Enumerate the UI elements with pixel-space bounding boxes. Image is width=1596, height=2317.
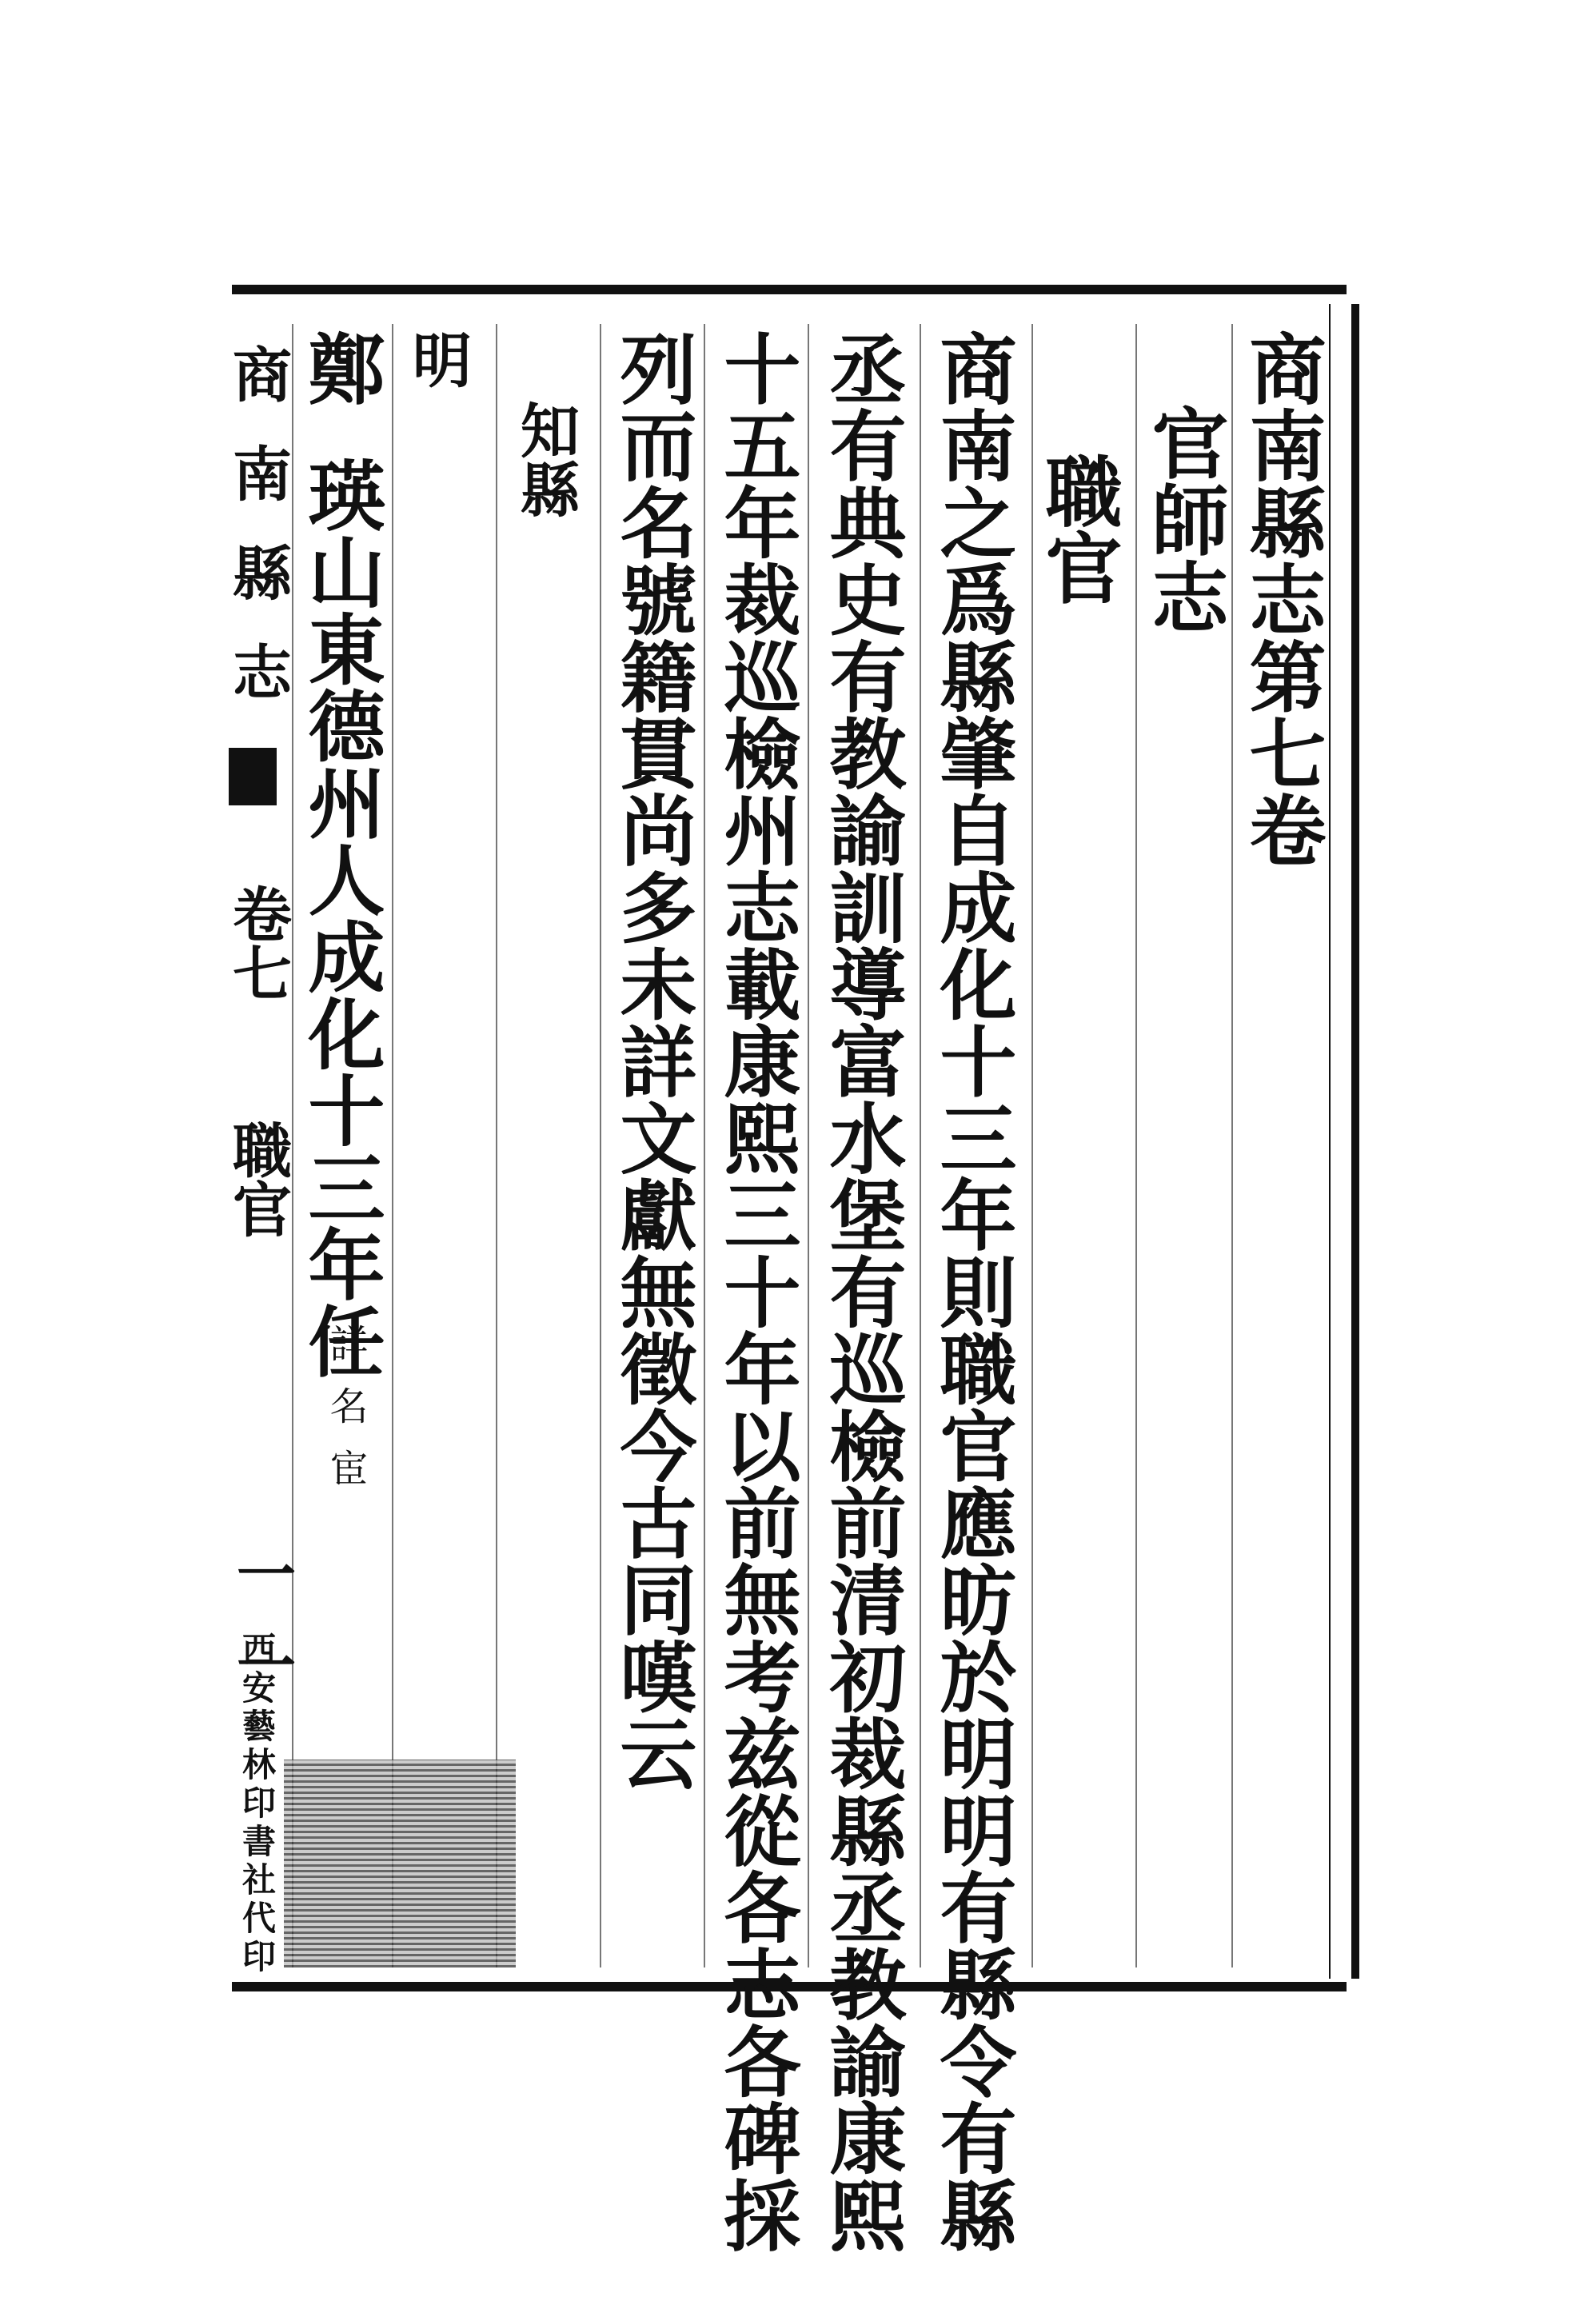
column-divider — [1135, 324, 1137, 1967]
body-text-column: 商南之爲縣肇自成化十三年則職官應昉於明明有縣令有縣 — [928, 330, 1018, 2253]
margin-section: 職官 — [223, 1120, 292, 1238]
column-divider — [704, 324, 705, 1967]
official-surname: 鄭 — [296, 330, 386, 407]
library-seal-stamp — [284, 1760, 516, 1967]
body-text-column: 列而名號籍貫尚多未詳文獻無徵今古同嘆云 — [608, 330, 698, 1792]
top-border-rule — [232, 285, 1347, 294]
page-number: 一一 — [227, 1544, 296, 1726]
section-title: 官師志 — [1139, 404, 1230, 635]
column-divider — [392, 324, 393, 1967]
official-entry: 瑛山東德州人成化十三年任 — [296, 456, 386, 1380]
fishtail-mark — [229, 748, 277, 805]
office-heading: 知縣 — [511, 400, 580, 518]
body-text-column: 丞有典史有教諭訓導富水堡有巡檢前清初裁縣丞教諭康熙 — [817, 330, 908, 2253]
printer-imprint: 西安藝林印書社代印 — [237, 1632, 277, 1977]
right-inner-rule — [1329, 304, 1331, 1979]
official-note: 詳名宦 — [323, 1324, 368, 1511]
body-text-column: 十五年裁巡檢州志載康熙三十年以前無考兹從各志各碑採 — [712, 330, 802, 2253]
sub-title: 職官 — [1033, 452, 1123, 606]
dynasty-heading: 明 — [403, 330, 472, 389]
column-divider — [1231, 324, 1233, 1967]
right-border-rule — [1351, 304, 1359, 1979]
column-divider — [600, 324, 601, 1967]
book-title: 商南縣志第七卷 — [1237, 330, 1327, 869]
margin-book-name: 商南縣志 — [223, 344, 292, 741]
column-divider — [496, 324, 497, 1967]
column-divider — [920, 324, 921, 1967]
column-divider — [808, 324, 809, 1967]
margin-volume: 卷七 — [223, 884, 292, 1002]
